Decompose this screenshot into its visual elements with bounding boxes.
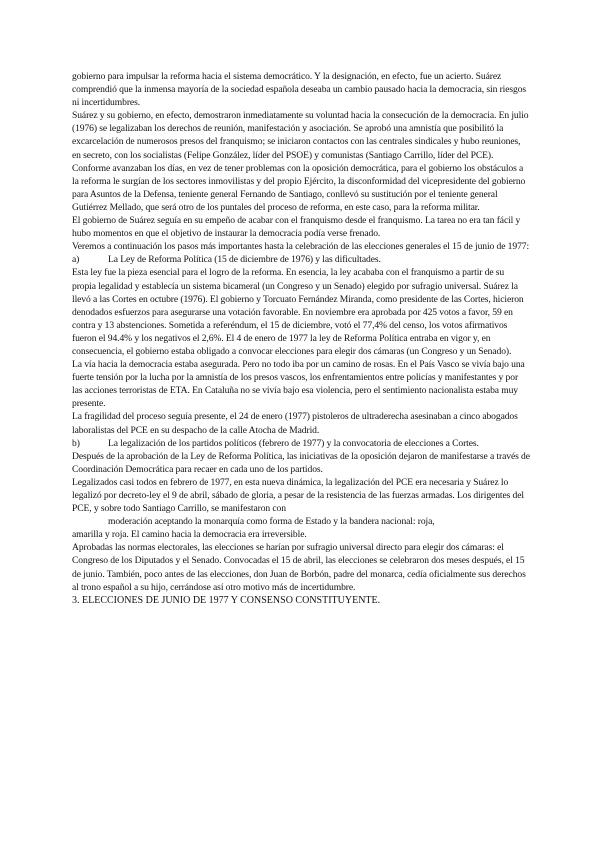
document-body (72, 70, 530, 607)
list-item-a-label: a) (72, 254, 80, 266)
paragraph-obstaculos: Conforme avanzaban los días, en vez de tener problemas con la oposición democrática, para el gobierno los obstáculos a la reforma le surgían de los sectores inmovilistas y del propio Ejército, la disconformidad del vicepresidente del gobierno para Asuntos de la Defensa, teniente general Fernando de Santiago, conllevó su sustitución por el teniente general Gutiérrez Mellado, que será otro de los puntales del proceso de reforma, en este caso, para la reforma militar. (72, 162, 526, 213)
paragraph-via-democracia: La vía hacia la democracia estaba asegurada. Pero no todo iba por un camino de rosas. En el País Vasco se vivía bajo una fuerte tensión por la lucha por la amnistía de los presos vascos, los enfrentamientos entre policías y manifestantes y por las acciones terroristas de ETA. En Cataluña no se vivía bajo esa violencia, pero el sentimiento nacionalista estaba muy presente. (72, 359, 525, 410)
paragraph-legalizacion-pce-end: amarilla y roja. El camino hacia la democracia era irreversible. (72, 529, 307, 541)
list-item-b-label: b) (72, 437, 80, 449)
list-item-b (72, 437, 530, 450)
paragraph-gobierno-suarez: Suárez y su gobierno, en efecto, demostraron inmediatamente su voluntad hacia la consecución de la democracia. En julio (1976) se legalizaban los derechos de reunión, manifestación y asociación. Se aprobó una amnistía que posibilitó la excarcelación de numerosos presos del franquismo; se iniciaron contactos con las centrales sindicales y hubo reuniones, en secreto, con los socialistas (Felipe González, líder del PSOE) y comunistas (Santiago Carrillo, líder del PCE). (72, 110, 529, 161)
list-item-a (72, 253, 530, 266)
section-heading: 3. ELECCIONES DE JUNIO DE 1977 Y CONSENSO CONSTITUYENTE. (72, 594, 381, 606)
paragraph-legalizacion-pce: Legalizados casi todos en febrero de 1977, en esta nueva dinámica, la legalización del PCE era necesaria y Suárez lo legalizó por decreto-ley el 9 de abril, sábado de gloria, a pesar de la resistencia de las fuerzas armadas. Los dirigentes del PCE, y sobre todo Santiago Carrillo, se manifestaron con (72, 476, 524, 515)
paragraph-normas-electorales: Aprobadas las normas electorales, las elecciones se harían por sufragio universal directo para elegir dos cámaras: el Congreso de los Diputados y el Senado. Convocadas el 15 de abril, las elecciones se celebraron dos meses después, el 15 de junio. También, poco antes de las elecciones, don Juan de Borbón, padre del monarca, cedía oficialmente sus derechos al trono español a su hijo, cerrándose así otro motivo más de incertidumbre. (72, 542, 526, 593)
paragraph-designacion: gobierno para impulsar la reforma hacia el sistema democrático. Y la designación, en efecto, fue un acierto. Suárez comprendió que la inmensa mayoría de la sociedad española deseaba un cambio pausado hacia la democracia, sin riesgos ni incertidumbres. (72, 71, 527, 109)
paragraph-legalizacion-pce-cont: moderación aceptando la monarquía como forma de Estado y la bandera nacional: roja, (108, 516, 435, 528)
list-item-b-text: La legalización de los partidos políticos (febrero de 1977) y la convocatoria de elecciones a Cortes. (108, 437, 479, 449)
paragraph-ley-reforma: Esta ley fue la pieza esencial para el logro de la reforma. En esencia, la ley acababa con el franquismo a partir de su propia legalidad y establecía un sistema bicameral (un Congreso y un Senado) elegido por sufragio universal. Suárez la llevó a las Cortes en octubre (1976). El gobierno y Torcuato Fernández Miranda, como presidente de las Cortes, hicieron denodados esfuerzos para asegurarse una votación favorable. En noviembre era aprobada por 425 votos a favor, 59 en contra y 13 abstenciones. Sometida a referéndum, el 15 de diciembre, votó el 77,4% del censo, los votos afirmativos fueron el 94.4% y los negativos el 2,6%. El 4 de enero de 1977 la ley de Reforma Política entraba en vigor y, en consecuencia, el gobierno estaba obligado a convocar elecciones para elegir dos cámaras (un Congreso y un Senado). (72, 267, 524, 357)
paragraph-empeno: El gobierno de Suárez seguía en su empeño de acabar con el franquismo desde el franquismo. La tarea no era tan fácil y hubo momentos en que el objetivo de instaurar la democracia podía verse frenado. (72, 215, 521, 240)
list-item-a-text: La Ley de Reforma Política (15 de diciembre de 1976) y las dificultades. (108, 254, 381, 266)
paragraph-pasos: Veremos a continuación los pasos más importantes hasta la celebración de las elecciones generales el 15 de junio de 1977: (72, 241, 530, 253)
paragraph-despues-aprobacion: Después de la aprobación de la Ley de Reforma Política, las iniciativas de la oposición dejaron de manifestarse a través de Coordinación Democrática para recaer en cada uno de los partidos. (72, 450, 530, 475)
paragraph-fragilidad: La fragilidad del proceso seguía presente, el 24 de enero (1977) pistoleros de ultraderecha asesinaban a cinco abogados laboralistas del PCE en su despacho de la calle Atocha de Madrid. (72, 411, 518, 436)
